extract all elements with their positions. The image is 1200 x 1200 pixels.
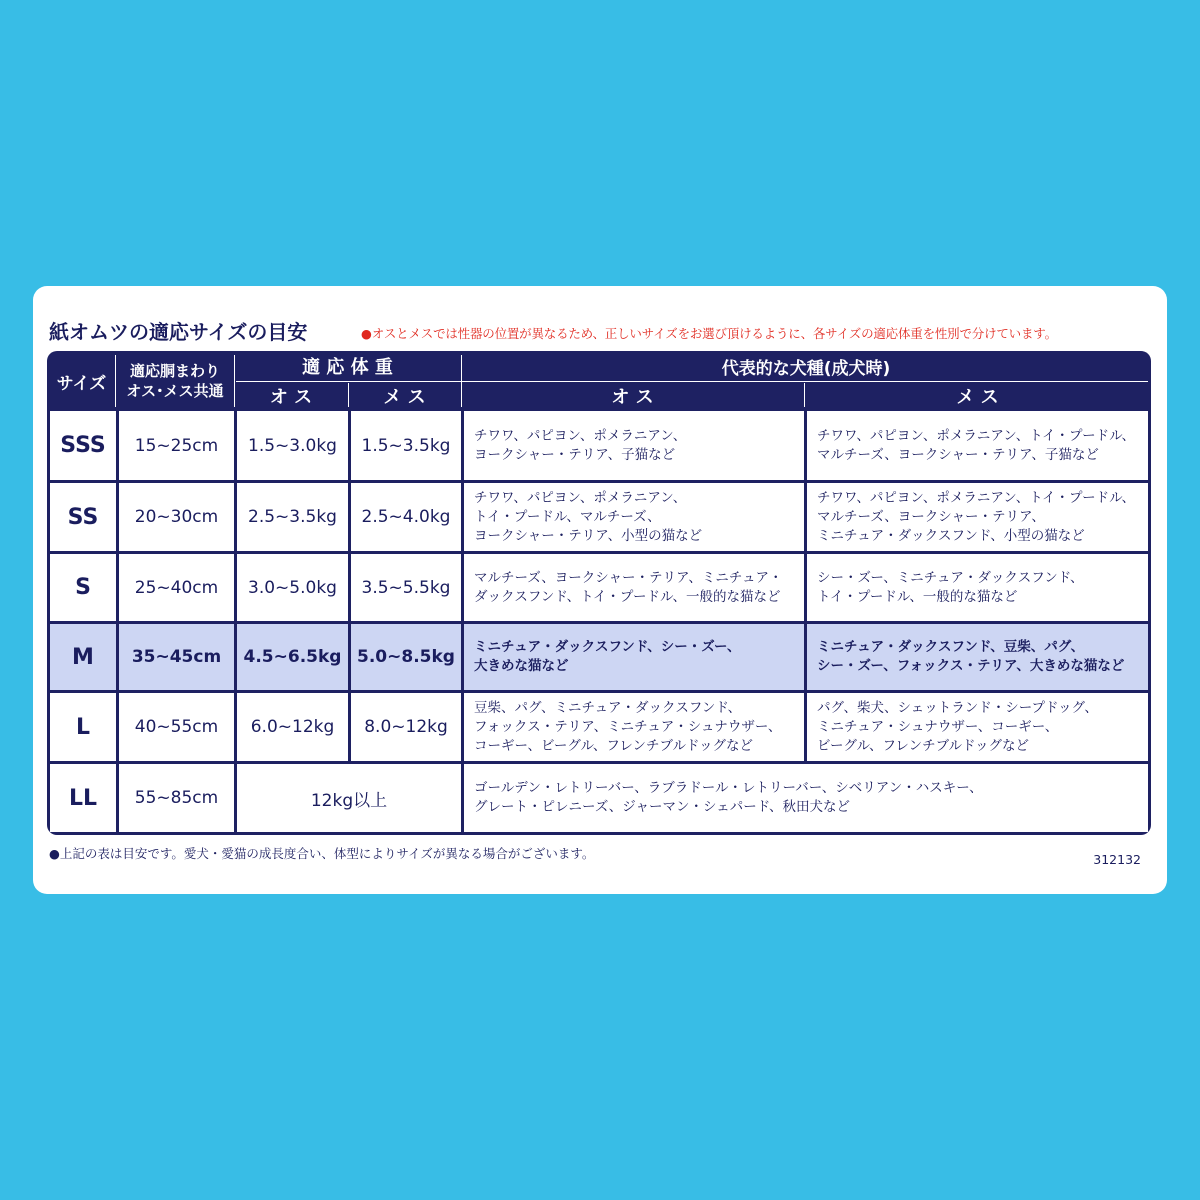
column-divider	[348, 693, 351, 761]
weight-both-value: 12kg以上	[310, 790, 388, 811]
breeds-male	[464, 411, 804, 480]
breed-line: チワワ、パピヨン、ポメラニアン、トイ・プードル、	[817, 489, 1136, 506]
header-vline	[348, 383, 349, 407]
breed-line: ミニチュア・シュナウザー、コーギー、	[817, 718, 1059, 735]
breed-line: チワワ、パピヨン、ポメラニアン、	[474, 427, 687, 444]
size-label: SS	[67, 504, 99, 530]
column-divider	[116, 483, 119, 551]
breed-line: ミニチュア・ダックスフンド、豆柴、パグ、	[817, 639, 1085, 655]
column-divider	[234, 483, 237, 551]
breed-line: チワワ、パピヨン、ポメラニアン、	[474, 489, 687, 506]
header-waist-line1: 適応胴まわり	[129, 362, 220, 380]
breed-line: マルチーズ、ヨークシャー・テリア、	[817, 508, 1045, 525]
breeds-male	[464, 693, 804, 761]
weight-female-value: 3.5~5.5kg	[361, 577, 451, 598]
product-code: 312132	[1093, 852, 1141, 867]
column-divider	[461, 624, 464, 690]
waist-value: 55~85cm	[134, 788, 219, 808]
breeds-female	[807, 693, 1148, 761]
table-row	[50, 483, 1148, 551]
header-breeds-male: オ ス	[611, 387, 654, 408]
size-label: SSS	[60, 433, 106, 458]
header-waist	[116, 351, 234, 411]
weight-male-value: 3.0~5.0kg	[248, 577, 337, 598]
header-size: サイズ	[56, 373, 107, 394]
weight-male-value: 6.0~12kg	[250, 717, 335, 737]
page-title: 紙オムツの適応サイズの目安	[49, 320, 308, 344]
breeds-both	[464, 764, 1148, 832]
header-weight-male: オ ス	[269, 387, 313, 408]
breed-line: トイ・プードル、マルチーズ、	[474, 508, 661, 525]
size-label: S	[75, 575, 91, 600]
waist-value: 25~40cm	[134, 577, 219, 598]
column-divider	[804, 624, 807, 690]
table-row	[50, 554, 1148, 621]
column-divider	[804, 411, 807, 480]
breed-line: グレート・ピレニーズ、ジャーマン・シェパード、秋田犬など	[474, 799, 850, 815]
breed-line: 大きめな猫など	[474, 658, 569, 674]
breeds-male	[464, 624, 804, 690]
header-weight: 適 応 体 重	[302, 357, 393, 378]
weight-male-value: 1.5~3.0kg	[248, 435, 337, 456]
column-divider	[116, 624, 119, 690]
weight-female-value: 8.0~12kg	[364, 717, 448, 737]
breed-line: パグ、柴犬、シェットランド・シープドッグ、	[817, 699, 1098, 716]
breeds-female	[807, 624, 1148, 690]
column-divider	[348, 554, 351, 621]
header-breeds: 代表的な犬種(成犬時)	[721, 358, 891, 379]
breed-line: トイ・プードル、一般的な猫など	[817, 588, 1018, 605]
breed-line: ミニチュア・ダックスフンド、小型の猫など	[817, 527, 1085, 544]
size-guide-card	[33, 286, 1167, 894]
table-row-highlighted	[50, 624, 1148, 690]
header-vline	[461, 355, 462, 407]
header-vline	[234, 355, 235, 407]
column-divider	[234, 411, 237, 480]
breed-line: チワワ、パピヨン、ポメラニアン、トイ・プードル、	[817, 427, 1136, 444]
header-weight-female: メ ス	[383, 387, 426, 408]
breeds-female	[807, 554, 1148, 621]
breed-line: ビーグル、フレンチブルドッグなど	[817, 737, 1030, 754]
breed-line: ミニチュア・ダックスフンド、シー・ズー、	[474, 639, 741, 655]
column-divider	[461, 411, 464, 480]
header-waist-line2: オス･メス共通	[126, 382, 224, 400]
column-divider	[804, 693, 807, 761]
column-divider	[804, 483, 807, 551]
weight-female-value: 5.0~8.5kg	[357, 647, 455, 667]
header-divider	[236, 381, 1148, 382]
column-divider	[116, 411, 119, 480]
breed-line: 豆柴、パグ、ミニチュア・ダックスフンド、	[474, 699, 742, 716]
waist-value: 35~45cm	[131, 647, 222, 667]
size-label: LL	[68, 785, 98, 811]
size-label: L	[75, 714, 91, 740]
breeds-male	[464, 483, 804, 551]
breed-line: マルチーズ、ヨークシャー・テリア、ミニチュア・	[474, 569, 783, 586]
column-divider	[348, 624, 351, 690]
column-divider	[116, 693, 119, 761]
size-table	[47, 351, 1151, 835]
column-divider	[116, 554, 119, 621]
column-divider	[461, 483, 464, 551]
header-breeds-female: メ ス	[956, 387, 999, 408]
breed-line: ヨークシャー・テリア、子猫など	[474, 446, 676, 463]
column-divider	[461, 764, 464, 832]
breed-line: ゴールデン・レトリーバー、ラブラドール・レトリーバー、シベリアン・ハスキー、	[474, 780, 983, 796]
column-divider	[234, 693, 237, 761]
waist-value: 20~30cm	[134, 507, 219, 527]
column-divider	[804, 554, 807, 621]
breed-line: マルチーズ、ヨークシャー・テリア、子猫など	[817, 446, 1099, 463]
footnote: ●上記の表は目安です。愛犬・愛猫の成長度合い、体型によりサイズが異なる場合がございます。	[49, 846, 595, 861]
breed-line: ダックスフンド、トイ・プードル、一般的な猫など	[474, 588, 781, 605]
breeds-male	[464, 554, 804, 621]
column-divider	[348, 483, 351, 551]
table-row	[50, 693, 1148, 761]
breed-line: フォックス・テリア、ミニチュア・シュナウザー、	[474, 718, 782, 735]
column-divider	[461, 693, 464, 761]
weight-male-value: 4.5~6.5kg	[243, 647, 342, 667]
breeds-female	[807, 411, 1148, 480]
breed-line: ヨークシャー・テリア、小型の猫など	[474, 527, 703, 544]
waist-value: 15~25cm	[134, 435, 219, 456]
breeds-female	[807, 483, 1148, 551]
size-label: M	[72, 644, 94, 670]
column-divider	[234, 554, 237, 621]
breed-line: シー・ズー、フォックス・テリア、大きめな猫など	[817, 658, 1125, 674]
weight-male-value: 2.5~3.5kg	[248, 507, 337, 527]
column-divider	[348, 411, 351, 480]
weight-female-value: 2.5~4.0kg	[361, 507, 451, 527]
column-divider	[461, 554, 464, 621]
breed-line: コーギー、ビーグル、フレンチブルドッグなど	[474, 737, 753, 754]
column-divider	[234, 624, 237, 690]
waist-value: 40~55cm	[134, 717, 219, 737]
breed-line: シー・ズー、ミニチュア・ダックスフンド、	[817, 569, 1084, 586]
header-vline	[804, 383, 805, 407]
column-divider	[116, 764, 119, 832]
table-row	[50, 764, 1148, 832]
header-vline	[115, 355, 116, 407]
column-divider	[234, 764, 237, 832]
gender-note: ●オスとメスでは性器の位置が異なるため、正しいサイズをお選び頂けるように、各サイズの適応体重を性別で分けています。	[361, 326, 1057, 341]
table-row	[50, 411, 1148, 480]
weight-female-value: 1.5~3.5kg	[361, 435, 451, 456]
